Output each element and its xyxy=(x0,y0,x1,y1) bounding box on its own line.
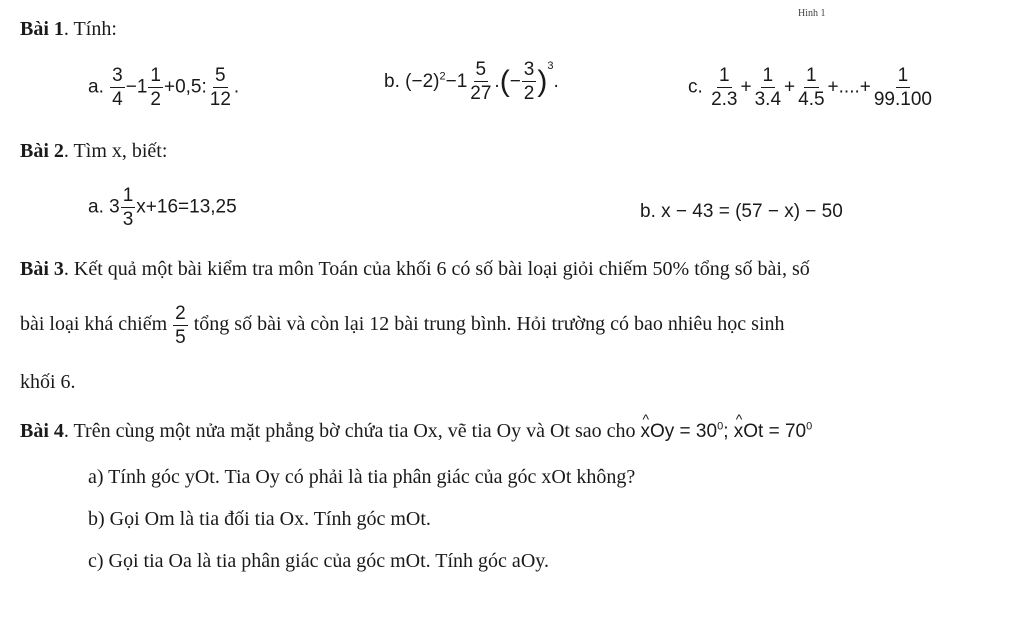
bai1-b-end: . xyxy=(553,71,559,92)
bai3-line1-text: . Kết quả một bài kiểm tra môn Toán của khối 6 có số bài loại giỏi chiếm 50% tổng số bài, số xyxy=(63,258,810,280)
bai1-heading: Bài 1 xyxy=(20,18,64,40)
bai1-b-minus: − xyxy=(509,71,521,92)
bai3-line3: khối 6. xyxy=(20,371,76,393)
bai1-b-mixed-whole: −1 xyxy=(445,71,468,92)
bai3-line2-pre: bài loại khá chiếm xyxy=(20,313,168,336)
bai4-angle2: ^ xOt xyxy=(734,421,764,443)
bai1-b-exp2: 3 xyxy=(547,60,554,72)
bai1-b-base: (−2) xyxy=(405,71,440,92)
bai1-a-label: a. xyxy=(88,76,104,98)
bai1-a-frac2: $\frac{1}{2}$ xyxy=(150,65,161,110)
bai4-angle-values xyxy=(641,421,813,442)
bai1-a-mixed-whole: −1 xyxy=(125,76,148,98)
bai1-part-c xyxy=(688,66,935,109)
bai3-line2 xyxy=(20,304,785,347)
bai2-title xyxy=(20,140,167,163)
bai2-b-label: b. xyxy=(640,201,656,222)
bai1-a-frac3: $\frac{5}{12}$ xyxy=(209,65,231,110)
bai2-a-rest: x+16=13,25 xyxy=(136,196,237,218)
bai4-heading: Bài 4 xyxy=(20,420,64,442)
bai1-c-frac4: $\frac{1}{99.100}$ xyxy=(873,65,932,110)
bai4-val2: = 70 xyxy=(763,421,807,442)
bai4-item-b: b) Gọi Om là tia đối tia Ox. Tính góc mOt. xyxy=(88,508,431,530)
bai4-title xyxy=(20,420,812,443)
bai4-deg2: 0 xyxy=(806,420,813,433)
bai2-b-expr: x − 43 = (57 − x) − 50 xyxy=(661,201,843,222)
bai1-b-close-paren: ) xyxy=(537,64,548,98)
bai1-c-frac3: $\frac{1}{4.5}$ xyxy=(798,65,825,110)
bai1-c-frac1: $\frac{1}{2.3}$ xyxy=(711,65,738,110)
bai2-a-frac: $\frac{1}{3}$ xyxy=(122,185,134,230)
bai1-part-a xyxy=(88,66,239,109)
bai2-title-text: . Tìm x, biết: xyxy=(63,140,168,162)
bai1-c-plus1: + xyxy=(740,76,752,98)
bai3-frac: $\frac{2}{5}$ xyxy=(175,303,186,348)
bai1-b-frac2: $\frac{3}{2}$ xyxy=(523,59,535,105)
bai3-line2-post: tổng số bài và còn lại 12 bài trung bình. Hỏi trường có bao nhiêu học sinh xyxy=(193,313,785,336)
bai4-angle1: ^ xOy xyxy=(641,421,675,443)
bai3-line1 xyxy=(20,258,810,281)
bai4-val1: = 30 xyxy=(674,421,718,442)
bai1-b-frac1: $\frac{5}{27}$ xyxy=(470,59,492,105)
bai1-title xyxy=(20,18,117,41)
bai2-part-a xyxy=(88,186,237,229)
bai1-a-end: . xyxy=(233,76,240,98)
figure-label: Hình 1 xyxy=(798,8,826,19)
bai4-deg1: 0 xyxy=(717,420,724,433)
bai1-a-mid: +0,5: xyxy=(163,76,207,98)
bai1-c-frac2: $\frac{1}{3.4}$ xyxy=(754,65,782,110)
bai1-b-exp: 2 xyxy=(439,70,446,83)
bai4-item-c: c) Gọi tia Oa là tia phân giác của góc mOt. Tính góc aOy. xyxy=(88,550,549,572)
bai2-heading: Bài 2 xyxy=(20,140,64,162)
bai4-item-a: a) Tính góc yOt. Tia Oy có phải là tia phân giác của góc xOt không? xyxy=(88,466,636,488)
bai1-title-text: . Tính: xyxy=(63,18,117,40)
bai1-b-label: b. xyxy=(384,71,400,92)
bai4-text: . Trên cùng một nửa mặt phẳng bờ chứa tia Ox, vẽ tia Oy và Ot sao cho xyxy=(63,420,636,442)
bai2-a-whole: 3 xyxy=(109,196,120,218)
bai1-a-frac1: $\frac{3}{4}$ xyxy=(112,65,123,110)
bai3-heading: Bài 3 xyxy=(20,258,64,280)
bai1-c-plus2: + xyxy=(784,76,796,98)
bai1-c-label: c. xyxy=(688,76,703,98)
bai4-sep: ; xyxy=(723,421,734,442)
bai1-b-dot: . xyxy=(494,71,500,92)
bai2-part-b xyxy=(640,201,843,223)
bai1-b-open-paren: ( xyxy=(499,64,510,98)
bai2-a-label: a. xyxy=(88,196,104,218)
bai1-part-b xyxy=(384,60,559,103)
bai1-c-dots: +....+ xyxy=(827,76,871,98)
